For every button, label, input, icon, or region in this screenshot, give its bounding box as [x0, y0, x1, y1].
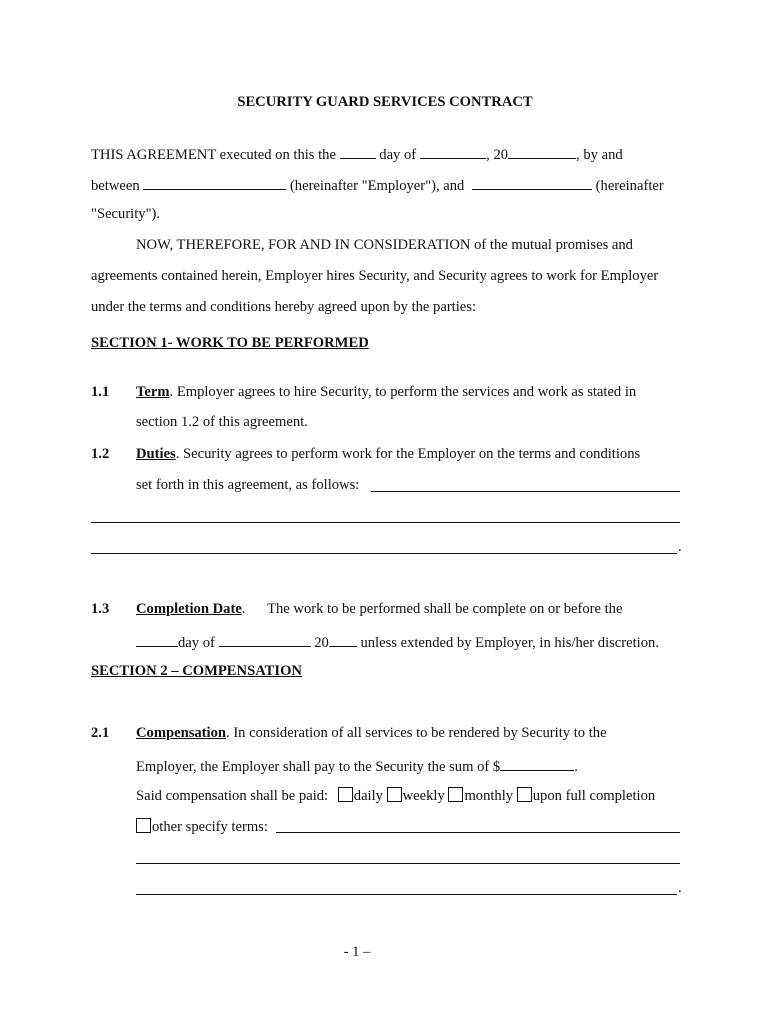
other-terms-period: . — [678, 880, 682, 896]
clause-2-1-line-2 — [136, 756, 578, 776]
section-2-heading: SECTION 2 – COMPENSATION — [91, 663, 302, 679]
clause-number: 1.3 — [91, 601, 110, 617]
duties-period: . — [678, 539, 682, 555]
document-title: SECURITY GUARD SERVICES CONTRACT — [237, 94, 533, 110]
weekly-checkbox[interactable] — [387, 787, 402, 802]
security-name-blank[interactable] — [472, 175, 592, 190]
weekly-label: weekly — [402, 788, 445, 804]
clause-text: 20 — [314, 635, 329, 651]
daily-checkbox[interactable] — [338, 787, 353, 802]
monthly-label: monthly — [464, 788, 514, 804]
clause-term: Compensation — [136, 725, 227, 741]
clause-text: . The work to be performed shall be complete on or before the — [241, 601, 623, 617]
clause-text: . Security agrees to perform work for the Employer on the terms and conditions — [175, 446, 641, 462]
intro-text: (hereinafter "Employer"), and — [289, 178, 465, 194]
clause-text: unless extended by Employer, in his/her discretion. — [360, 635, 659, 651]
intro-text: day of — [379, 147, 417, 163]
clause-number: 1.1 — [91, 384, 110, 400]
daily-label: daily — [353, 788, 383, 804]
clause-number: 1.2 — [91, 446, 110, 462]
preamble-line-3: under the terms and conditions hereby agreed upon by the parties: — [91, 299, 476, 315]
clause-1-3-line-2 — [136, 632, 659, 652]
intro-text: , by and — [576, 147, 623, 163]
payment-label: Said compensation shall be paid: — [136, 788, 329, 804]
completion-day-blank[interactable] — [136, 632, 178, 647]
clause-text: . — [574, 759, 578, 775]
clause-1-2-line-1 — [136, 446, 640, 463]
clause-2-1-line-1 — [136, 725, 607, 742]
intro-line-2 — [91, 175, 664, 195]
clause-2-1-line-3 — [136, 787, 655, 805]
other-terms-blank-2[interactable] — [136, 863, 680, 864]
intro-text: , 20 — [486, 147, 509, 163]
employer-name-blank[interactable] — [143, 175, 286, 190]
intro-text: (hereinafter — [595, 178, 664, 194]
preamble-line-2: agreements contained herein, Employer hires Security, and Security agrees to work for Employer — [91, 268, 659, 284]
upon-completion-label: upon full completion — [532, 788, 656, 804]
duties-blank-1[interactable] — [371, 491, 680, 492]
clause-1-2-line-2: set forth in this agreement, as follows: — [136, 477, 360, 493]
clause-1-1-line-2: section 1.2 of this agreement. — [136, 414, 308, 430]
clause-2-1-line-4 — [136, 818, 268, 836]
clause-text: day of — [178, 635, 215, 651]
clause-text: Employer, the Employer shall pay to the Security the sum of $ — [136, 759, 501, 775]
other-terms-checkbox[interactable] — [136, 818, 151, 833]
sum-blank[interactable] — [500, 756, 574, 771]
year-blank[interactable] — [508, 144, 576, 159]
preamble-line-1: NOW, THEREFORE, FOR AND IN CONSIDERATION of the mutual promises and — [136, 237, 633, 253]
other-terms-blank-3[interactable] — [136, 894, 677, 895]
completion-year-blank[interactable] — [329, 632, 357, 647]
clause-1-1-line-1 — [136, 384, 636, 401]
intro-line-3: "Security"). — [91, 206, 161, 222]
intro-line-1 — [91, 144, 623, 164]
intro-text: THIS AGREEMENT executed on this the — [91, 147, 336, 163]
duties-blank-2[interactable] — [91, 522, 680, 523]
month-blank[interactable] — [420, 144, 486, 159]
day-blank[interactable] — [340, 144, 376, 159]
monthly-checkbox[interactable] — [448, 787, 463, 802]
intro-text: between — [91, 178, 140, 194]
clause-term: Completion Date — [136, 601, 242, 617]
other-terms-label: other specify terms: — [152, 819, 268, 835]
other-terms-blank-1[interactable] — [276, 832, 680, 833]
clause-term: Duties — [136, 446, 176, 462]
upon-completion-checkbox[interactable] — [517, 787, 532, 802]
clause-term: Term — [136, 384, 170, 400]
completion-month-blank[interactable] — [219, 632, 311, 647]
clause-number: 2.1 — [91, 725, 110, 741]
clause-text: . In consideration of all services to be rendered by Security to the — [226, 725, 607, 741]
clause-1-3-line-1 — [136, 601, 622, 618]
section-1-heading: SECTION 1- WORK TO BE PERFORMED — [91, 335, 369, 351]
duties-blank-3[interactable] — [91, 553, 677, 554]
page-number: - 1 – — [343, 944, 371, 960]
clause-text: . Employer agrees to hire Security, to perform the services and work as stated in — [169, 384, 637, 400]
